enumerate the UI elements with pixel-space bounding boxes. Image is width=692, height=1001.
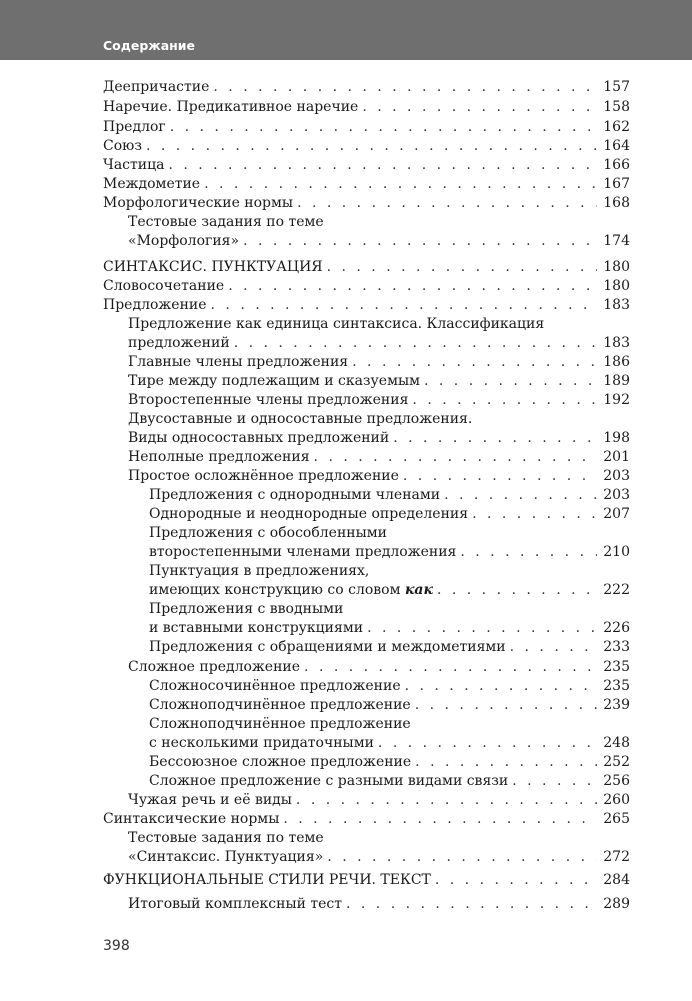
toc-entry-title: СИНТАКСИС. ПУНКТУАЦИЯ <box>103 259 323 275</box>
toc-entry-title: Предложения с обращениями и междометиями <box>149 639 506 655</box>
leader-dots <box>510 636 598 658</box>
toc-entry-title: Частица <box>103 157 165 173</box>
toc-entry-title: Сложное предложение с разными видами связи <box>149 773 509 789</box>
toc-page-number: 158 <box>603 99 630 115</box>
toc-entry-title: Простое осложнённое предложение <box>128 468 399 484</box>
toc-entry-title: Словосочетание <box>103 278 225 294</box>
toc-page-number: 235 <box>603 659 630 675</box>
toc-entry-title: Синтаксические нормы <box>103 811 280 827</box>
leader-dots <box>243 230 597 252</box>
toc-page-number: 192 <box>603 392 630 408</box>
toc-page-number: 189 <box>603 373 630 389</box>
emphasized-word: как <box>404 582 433 598</box>
toc-page-number: 164 <box>603 138 630 154</box>
toc-page-number: 162 <box>603 119 630 135</box>
toc-entry[interactable] <box>128 893 630 915</box>
toc-entry-title: Морфологические нормы <box>103 195 294 211</box>
toc-entry-title: предложений <box>128 335 230 351</box>
toc-page-number: 201 <box>603 449 630 465</box>
leader-dots <box>362 96 597 118</box>
toc-entry-title: ФУНКЦИОНАЛЬНЫЕ СТИЛИ РЕЧИ. ТЕКСТ <box>103 872 431 888</box>
toc-page-number: 289 <box>603 896 630 912</box>
toc-page-number: 272 <box>603 849 630 865</box>
toc-page-number: 198 <box>603 430 630 446</box>
toc-entry-title: Главные члены предложения <box>128 354 349 370</box>
toc-page-number: 226 <box>603 620 630 636</box>
toc-page-number: 265 <box>603 811 630 827</box>
toc-entry-title: Сложное предложение <box>128 659 301 675</box>
toc-page-number: 207 <box>603 506 630 522</box>
toc-page-number: 174 <box>603 233 630 249</box>
toc-entry-title: Союз <box>103 138 142 154</box>
toc-entry[interactable] <box>128 230 630 252</box>
toc-page-number: 183 <box>603 335 630 351</box>
toc-entry-title: Предложение <box>103 297 207 313</box>
toc-entry-title: Предложения с однородными членами <box>149 487 441 503</box>
toc-page-number: 284 <box>603 872 630 888</box>
toc-entry-title: Тире между подлежащим и сказуемым <box>128 373 420 389</box>
toc-entry-title: с несколькими придаточными <box>149 735 374 751</box>
toc-page-number: 157 <box>603 79 630 95</box>
toc-page-number: 260 <box>603 792 630 808</box>
toc-page-number: 235 <box>603 678 630 694</box>
toc-entry-title[interactable]: Тестовые задания по теме <box>128 830 324 846</box>
toc-entry-title: Сложносочинённое предложение <box>149 678 401 694</box>
toc-entry-title: Деепричастие <box>103 79 210 95</box>
toc-entry-title: Виды односоставных предложений <box>128 430 390 446</box>
leader-dots <box>346 893 597 915</box>
toc-entry-title: Однородные и неоднородные определения <box>149 506 469 522</box>
toc-entry-title: Сложноподчинённое предложение <box>149 697 411 713</box>
toc-page-number: 222 <box>603 582 630 598</box>
toc-entry-title[interactable]: Сложноподчинённое предложение <box>149 716 411 732</box>
toc-entry-title: «Синтаксис. Пунктуация» <box>128 849 324 865</box>
toc-page-number: 180 <box>603 278 630 294</box>
toc-page-number: 180 <box>603 259 630 275</box>
toc-entry-title[interactable]: Предложения с вводными <box>149 601 344 617</box>
toc-entry[interactable] <box>103 96 630 118</box>
toc-entry[interactable] <box>128 846 630 868</box>
toc-entry-title[interactable]: Двусоставные и односоставные предложения. <box>128 411 473 427</box>
toc-entry-title: Междометие <box>103 176 201 192</box>
leader-dots <box>327 846 597 868</box>
page-number: 398 <box>103 938 130 954</box>
toc-entry[interactable] <box>149 636 630 658</box>
toc-page-number: 210 <box>603 544 630 560</box>
toc-page-number: 252 <box>603 754 630 770</box>
toc-page-number: 203 <box>603 468 630 484</box>
toc-page-number: 168 <box>603 195 630 211</box>
toc-entry-title: Неполные предложения <box>128 449 310 465</box>
toc-entry-title[interactable]: Пунктуация в предложениях, <box>149 563 370 579</box>
toc-entry[interactable] <box>103 76 630 98</box>
toc-entry-title: Чужая речь и её виды <box>128 792 292 808</box>
toc-section-heading[interactable] <box>103 869 630 891</box>
toc-page-number: 256 <box>603 773 630 789</box>
toc-entry-title: «Морфология» <box>128 233 240 249</box>
toc-page-number: 183 <box>603 297 630 313</box>
page-header <box>0 0 692 60</box>
toc-entry-title: Наречие. Предикативное наречие <box>103 99 359 115</box>
toc-page-number: 166 <box>603 157 630 173</box>
toc-page-number: 239 <box>603 697 630 713</box>
leader-dots <box>213 76 597 98</box>
leader-dots <box>435 869 597 891</box>
toc-entry-title[interactable]: Предложения с обособленными <box>149 525 387 541</box>
toc-entry-title[interactable]: Тестовые задания по теме <box>128 214 324 230</box>
header-title: Содержание <box>103 38 196 53</box>
toc-entry-title: Второстепенные члены предложения <box>128 392 409 408</box>
toc-entry-title: второстепенными членами предложения <box>149 544 457 560</box>
toc-entry-text: имеющих конструкцию со словом <box>149 582 401 598</box>
toc-page-number: 203 <box>603 487 630 503</box>
toc-page-number: 248 <box>603 735 630 751</box>
toc-entry-title: Итоговый комплексный тест <box>128 896 342 912</box>
toc-page-number: 167 <box>603 176 630 192</box>
toc-entry-title: и вставными конструкциями <box>149 620 364 636</box>
toc-entry-title: Предлог <box>103 119 166 135</box>
toc-page-number: 233 <box>603 639 630 655</box>
toc-page-number: 186 <box>603 354 630 370</box>
toc-entry-title: Бессоюзное сложное предложение <box>149 754 412 770</box>
toc-entry-title[interactable]: Предложение как единица синтаксиса. Классификация <box>128 316 545 332</box>
